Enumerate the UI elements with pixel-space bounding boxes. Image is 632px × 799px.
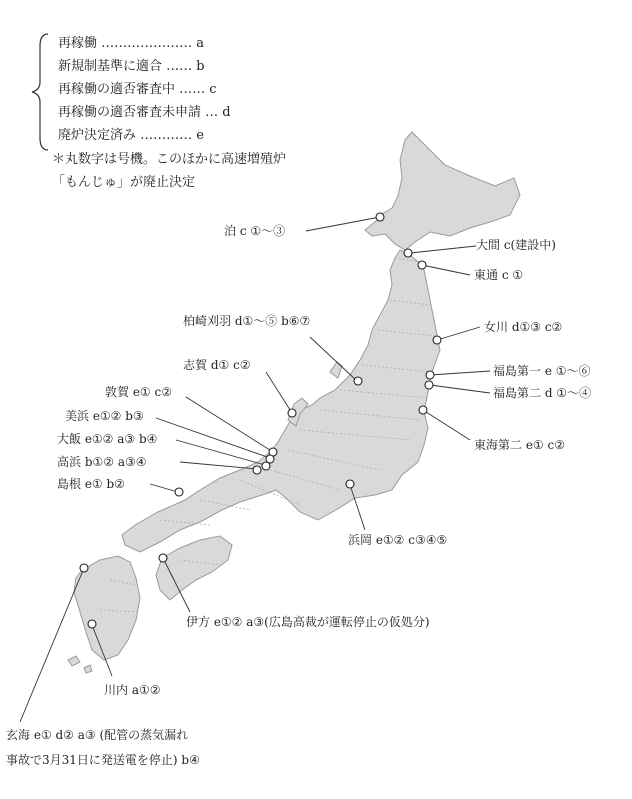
plant-label-genkai-line2: 事故で3月31日に発送電を停止) b④ xyxy=(6,753,200,767)
plant-label-fukushima1: 福島第一 e ①〜⑥ xyxy=(493,364,591,378)
legend-note-line1: ＊丸数字は号機。このほかに高速増殖炉 xyxy=(52,152,287,167)
plant-label-ohma: 大間 c(建設中) xyxy=(476,238,556,252)
legend-item-e: 廃炉決定済み ………… e xyxy=(58,128,204,143)
plant-ikata[interactable] xyxy=(159,554,430,629)
legend-note-line2: 「もんじゅ」が廃止決定 xyxy=(52,175,196,190)
plant-higashidori[interactable] xyxy=(418,261,523,282)
plant-marker[interactable] xyxy=(262,462,270,470)
plant-marker[interactable] xyxy=(346,480,354,488)
plant-shimane[interactable] xyxy=(57,476,183,496)
plant-shika[interactable] xyxy=(183,357,296,417)
plant-marker[interactable] xyxy=(404,249,412,257)
plant-marker[interactable] xyxy=(433,336,441,344)
plant-sendai[interactable] xyxy=(88,620,161,697)
plant-marker[interactable] xyxy=(288,409,296,417)
plant-label-sendai: 川内 a①② xyxy=(104,683,161,697)
plant-fukushima1[interactable] xyxy=(426,364,591,379)
plant-label-shika: 志賀 d① c② xyxy=(183,358,251,372)
plant-marker[interactable] xyxy=(175,488,183,496)
plant-label-higashidori: 東通 c ① xyxy=(474,268,524,282)
plant-label-takahama: 高浜 b①② a③④ xyxy=(57,455,147,469)
plant-fukushima2[interactable] xyxy=(425,381,591,400)
plant-label-genkai-line1: 玄海 e① d② a③ (配管の蒸気漏れ xyxy=(6,728,189,742)
plant-marker[interactable] xyxy=(80,564,88,572)
legend-item-b: 新規制基準に適合 …… b xyxy=(58,59,205,74)
plant-ohma[interactable] xyxy=(404,237,556,257)
plant-marker[interactable] xyxy=(426,371,434,379)
plant-marker[interactable] xyxy=(253,466,261,474)
plant-tokai2[interactable] xyxy=(419,406,565,452)
plant-label-tomari: 泊 c ①〜③ xyxy=(224,224,286,238)
plant-marker[interactable] xyxy=(425,381,433,389)
plant-hamaoka[interactable] xyxy=(346,480,447,547)
plant-onagawa[interactable] xyxy=(433,320,562,344)
plant-kashiwazaki[interactable] xyxy=(183,313,362,385)
plant-label-ohi: 大飯 e①② a③ b④ xyxy=(57,432,158,446)
plant-label-tsuruga: 敦賀 e① c② xyxy=(105,385,172,399)
plant-marker[interactable] xyxy=(354,377,362,385)
plant-marker[interactable] xyxy=(88,620,96,628)
legend-item-d: 再稼働の適否審査未申請 … d xyxy=(58,105,231,120)
plant-label-ikata: 伊方 e①② a③(広島高裁が運転停止の仮処分) xyxy=(186,615,430,629)
plant-genkai[interactable] xyxy=(6,564,200,767)
plant-label-onagawa: 女川 d①③ c② xyxy=(484,320,563,334)
plant-label-tokai2: 東海第二 e① c② xyxy=(474,438,565,452)
legend-item-a: 再稼働 ………………… a xyxy=(58,36,205,51)
plant-label-shimane: 島根 e① b② xyxy=(57,477,125,491)
plant-label-mihama: 美浜 e①② b③ xyxy=(65,409,144,423)
plant-marker[interactable] xyxy=(419,406,427,414)
plant-marker[interactable] xyxy=(159,554,167,562)
plant-label-hamaoka: 浜岡 e①② c③④⑤ xyxy=(348,533,448,547)
plant-marker[interactable] xyxy=(376,213,384,221)
plant-marker[interactable] xyxy=(418,261,426,269)
plant-label-kashiwazaki: 柏崎刈羽 d①〜⑤ b⑥⑦ xyxy=(183,314,311,328)
plant-tomari[interactable] xyxy=(224,213,384,238)
legend-item-c: 再稼働の適否審査中 …… c xyxy=(58,82,217,97)
plant-label-fukushima2: 福島第二 d ①〜④ xyxy=(493,386,592,400)
plant-takahama[interactable] xyxy=(57,454,261,474)
